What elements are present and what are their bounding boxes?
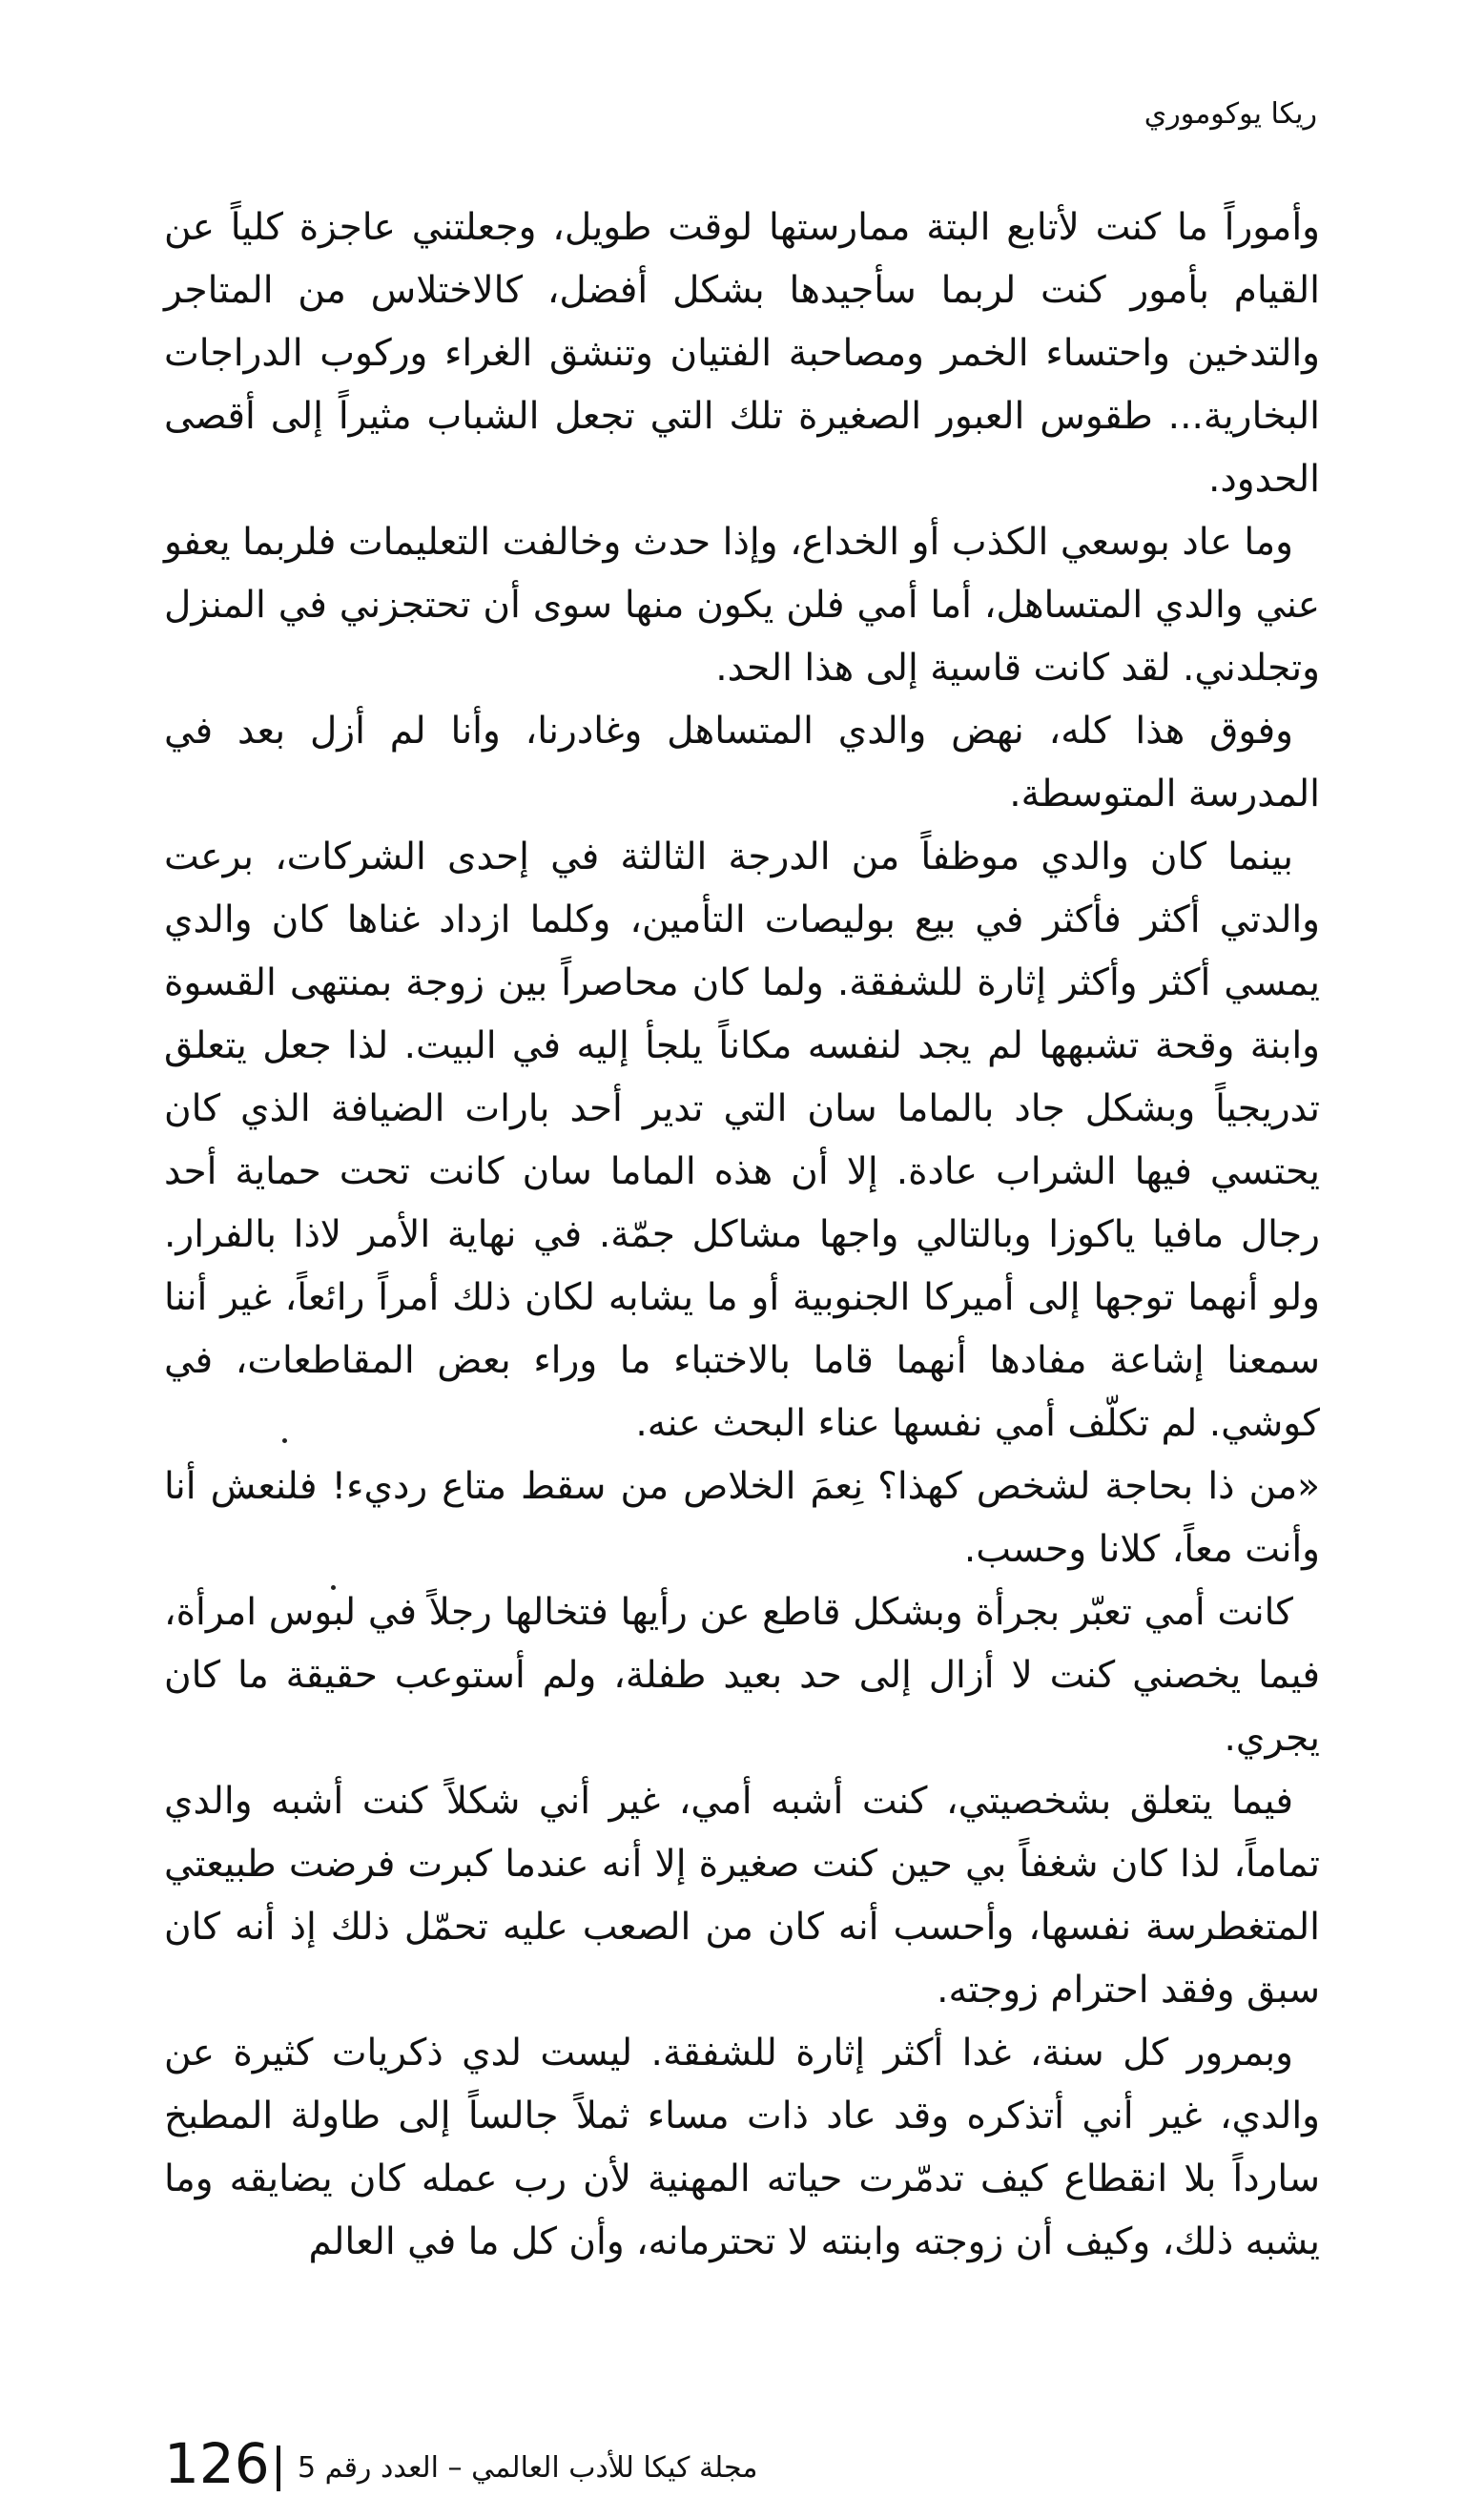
paragraph-4: بينما كان والدي موظفاً من الدرجة الثالثة في إحدى الشركات، برعت والدتي أكثر فأكثر في بيع بوليصات التأمين، وكلما ازداد غناها كان والدي يمسي أكثر وأكثر إثارة للشفقة. ولما كان محاصراً بين زوجة بمنتهى القسوة وابنة وقحة تشبهها لم يجد لنفسه مكاناً يلجأ إليه في البيت. لذا جعل يتعلق تدريجياً وبشكل جاد بالماما سان التي تدير أحد بارات الضيافة الذي كان يحتسي فيها الشراب عادة. إلا أن هذه الماما سان كانت تحت حماية أحد رجال مافيا ياكوزا وبالتالي واجها مشاكل جمّة. في نهاية الأمر لاذا بالفرار. ولو أنهما توجها إلى أميركا الجنوبية أو ما يشابه لكان ذلك أمراً رائعاً، غير أننا سمعنا إشاعة مفادها أنهما قاما بالاختباء ما وراء بعض المقاطعات، في كوشي. لم تكلّف أمي نفسها عناء البحث عنه. — [164, 836, 1320, 1445]
paragraph-1: وأموراً ما كنت لأتابع البتة ممارستها لوقت طويل، وجعلتني عاجزة كلياً عن القيام بأمور كنت لربما سأجيدها بشكل أفضل، كالاختلاس من المتاجر والتدخين واحتساء الخمر ومصاحبة الفتيان وتنشق الغراء وركوب الدراجات البخارية... طقوس العبور الصغيرة تلك التي تجعل الشباب مثيراً إلى أقصى الحدود. — [164, 206, 1320, 501]
page-footer — [164, 2431, 1320, 2499]
paragraph-3: وفوق هذا كله، نهض والدي المتساهل وغادرنا، وأنا لم أزل بعد في المدرسة المتوسطة. — [164, 710, 1320, 815]
footer-divider — [277, 2446, 280, 2491]
paragraph-7: فيما يتعلق بشخصيتي، كنت أشبه أمي، غير أني شكلاً كنت أشبه والدي تماماً، لذا كان شغفاً بي حين كنت صغيرة إلا أنه عندما كبرت فرضت طبيعتي المتغطرسة نفسها، وأحسب أنه كان من الصعب عليه تحمّل ذلك إذ أنه كان سبق وفقد احترام زوجته. — [164, 1780, 1320, 2012]
paragraph-8: وبمرور كل سنة، غدا أكثر إثارة للشفقة. ليست لدي ذكريات كثيرة عن والدي، غير أني أتذكره وقد عاد ذات مساء ثملاً جالساً إلى طاولة المطبخ سارداً بلا انقطاع كيف تدمّرت حياته المهنية لأن رب عمله كان يضايقه وما يشبه ذلك، وكيف أن زوجته وابنته لا تحترمانه، وأن كل ما في العالم — [164, 2032, 1320, 2263]
running-header-author: ريكا يوكوموري — [1144, 97, 1317, 131]
page-number: 126 — [164, 2431, 270, 2496]
print-speck — [282, 1438, 287, 1443]
paragraph-6: كانت أمي تعبّر بجرأة وبشكل قاطع عن رأيها فتخالها رجلاً في لبوس امرأة، فيما يخصني كنت لا أزال إلى حد بعيد طفلة، ولم أستوعب حقيقة ما كان يجري. — [164, 1591, 1320, 1760]
paragraph-5-quote: «من ذا بحاجة لشخص كهذا؟ نِعمَ الخلاص من سقط متاع رديء! فلنعش أنا وأنت معاً، كلانا وحسب. — [164, 1465, 1320, 1571]
magazine-credit: مجلة كيكا للأدب العالمي – العدد رقم 5 — [298, 2451, 758, 2485]
print-speck — [331, 1585, 336, 1590]
body-text — [164, 196, 1320, 2274]
paragraph-2: وما عاد بوسعي الكذب أو الخداع، وإذا حدث وخالفت التعليمات فلربما يعفو عني والدي المتساهل، أما أمي فلن يكون منها سوى أن تحتجزني في المنزل وتجلدني. لقد كانت قاسية إلى هذا الحد. — [164, 521, 1320, 690]
